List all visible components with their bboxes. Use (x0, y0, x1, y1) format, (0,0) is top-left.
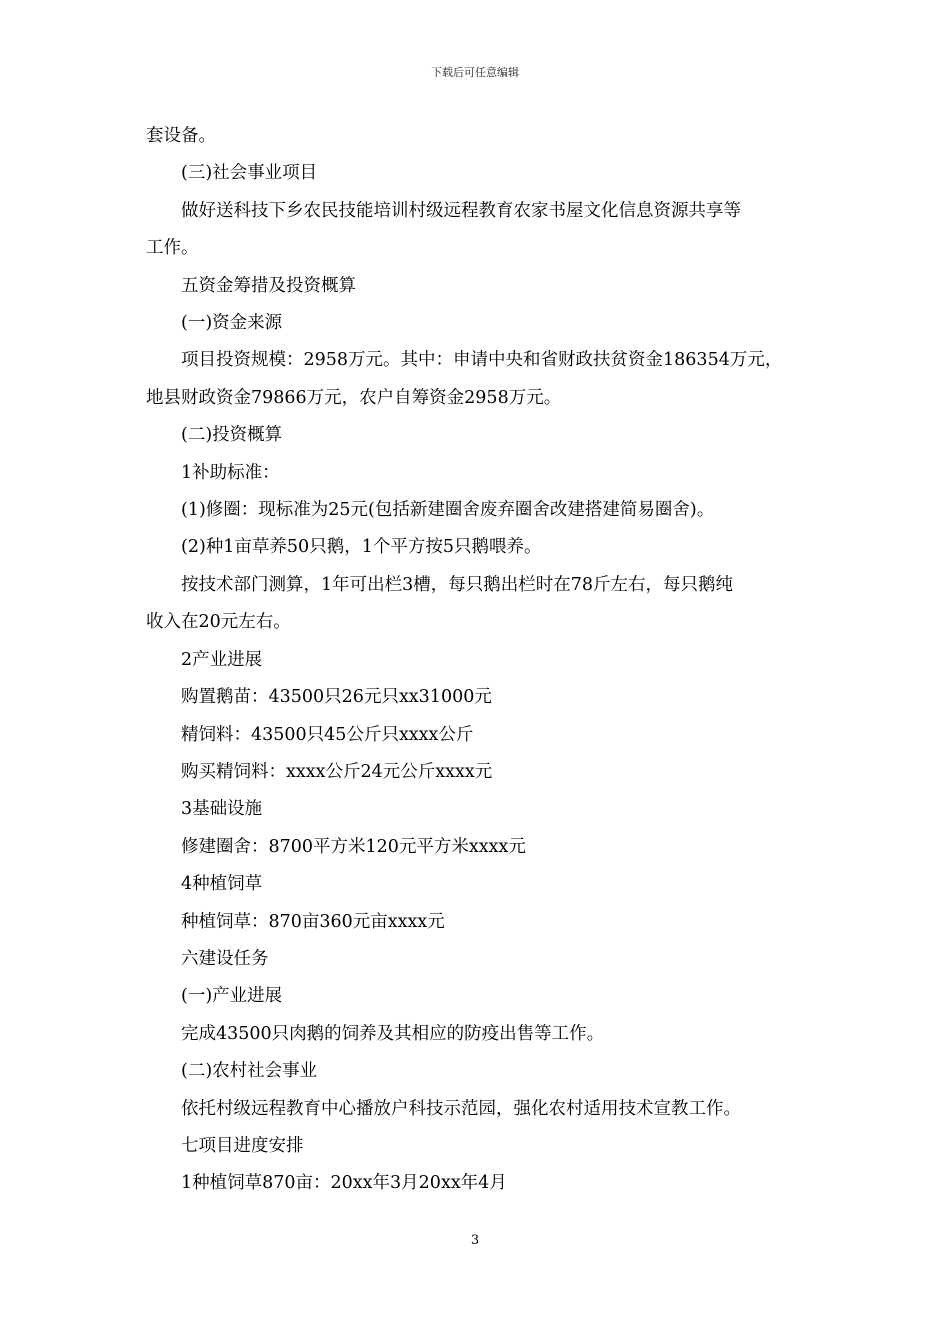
paragraph: 种植饲草：870亩360元亩xxxx元 (181, 911, 445, 932)
paragraph: 工作。 (146, 238, 199, 259)
paragraph: 购置鹅苗：43500只26元只xx31000元 (181, 687, 492, 708)
paragraph: 4种植饲草 (181, 874, 263, 895)
document-body (146, 118, 808, 1203)
paragraph: 按技术部门测算，1年可出栏3槽，每只鹅出栏时在78斤左右，每只鹅纯 (181, 574, 734, 595)
paragraph: 修建圈舍：8700平方米120元平方米xxxx元 (181, 836, 526, 857)
paragraph: 六建设任务 (181, 948, 269, 969)
paragraph: 1种植饲草870亩：20xx年3月20xx年4月 (181, 1173, 507, 1194)
paragraph: 3基础设施 (181, 799, 263, 820)
paragraph: 五资金筹措及投资概算 (181, 275, 356, 296)
paragraph: 精饲料：43500只45公斤只xxxx公斤 (181, 724, 474, 745)
paragraph: 七项目进度安排 (181, 1135, 304, 1156)
paragraph: 收入在20元左右。 (146, 612, 291, 633)
paragraph: 依托村级远程教育中心播放户科技示范园，强化农村适用技术宣教工作。 (181, 1098, 741, 1119)
paragraph: 完成43500只肉鹅的饲养及其相应的防疫出售等工作。 (181, 1023, 605, 1044)
paragraph: (二)农村社会事业 (181, 1061, 318, 1082)
paragraph: (1)修圈：现标准为25元(包括新建圈舍废弃圈舍改建搭建简易圈舍)。 (181, 500, 715, 521)
paragraph: 地县财政资金79866万元，农户自筹资金2958万元。 (146, 387, 562, 408)
paragraph: 做好送科技下乡农民技能培训村级远程教育农家书屋文化信息资源共享等 (181, 200, 741, 221)
paragraph: (2)种1亩草养50只鹅，1个平方按5只鹅喂养。 (181, 537, 542, 558)
paragraph: (一)资金来源 (181, 313, 283, 334)
paragraph: 套设备。 (146, 126, 216, 146)
paragraph: 1补助标准： (181, 462, 280, 483)
paragraph: 2产业进展 (181, 649, 263, 670)
paragraph: (三)社会事业项目 (181, 163, 318, 184)
paragraph: (二)投资概算 (181, 425, 283, 446)
page-header: 下载后可任意编辑 (431, 66, 519, 79)
page-number: 3 (470, 1233, 480, 1248)
paragraph: 项目投资规模：2958万元。其中：申请中央和省财政扶贫资金186354万元， (181, 350, 783, 371)
paragraph: (一)产业进展 (181, 986, 283, 1007)
paragraph: 购买精饲料：xxxx公斤24元公斤xxxx元 (181, 761, 493, 782)
